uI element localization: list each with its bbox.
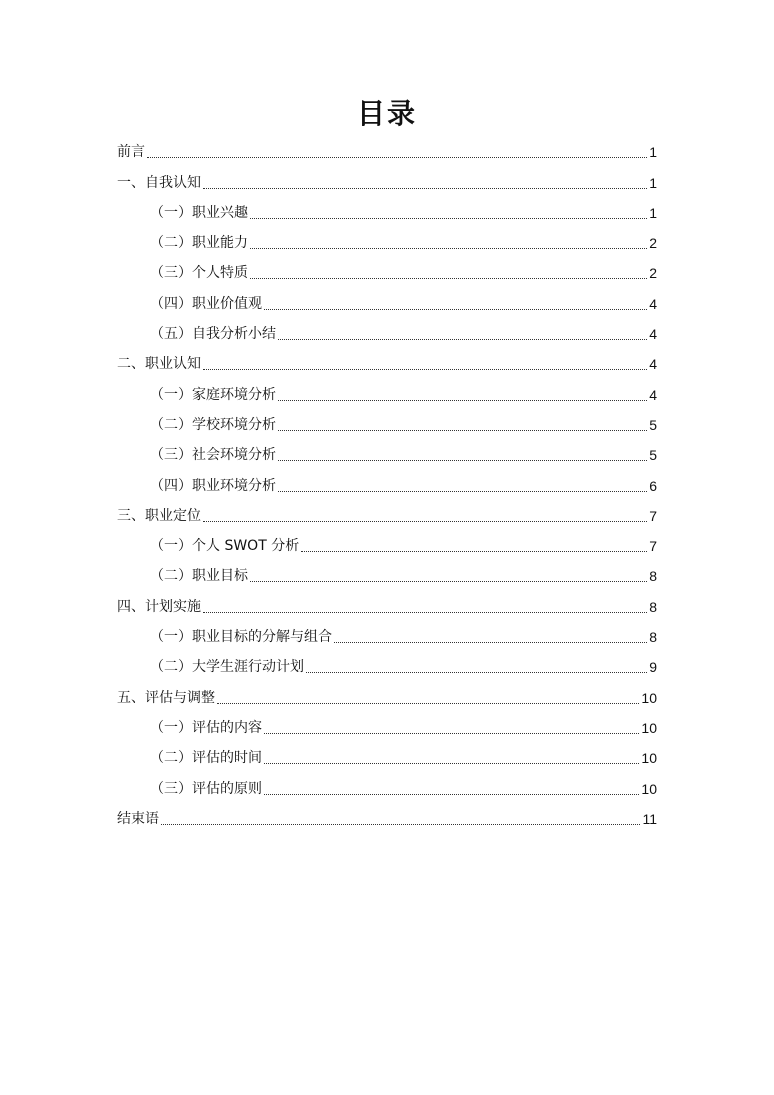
- toc-entry-label: （二）大学生涯行动计划: [150, 659, 304, 676]
- toc-entry-label: （一）个人 SWOT 分析: [150, 538, 300, 555]
- toc-chapter-entry[interactable]: [117, 804, 657, 834]
- toc-entry-label: 五、评估与调整: [117, 689, 215, 706]
- toc-dot-leader: [147, 157, 647, 158]
- toc-entry-label: 结束语: [117, 810, 159, 827]
- toc-entry-label: （三）评估的原则: [150, 780, 262, 797]
- toc-page-number: 8: [649, 629, 657, 646]
- toc-section-entry[interactable]: [117, 531, 657, 561]
- toc-page-number: 11: [642, 810, 657, 827]
- toc-page-number: 10: [641, 689, 657, 706]
- toc-dot-leader: [306, 672, 647, 673]
- toc-dot-leader: [278, 430, 647, 431]
- toc-section-entry[interactable]: [117, 470, 657, 500]
- toc-page-number: 5: [649, 447, 657, 464]
- toc-page-number: 1: [649, 204, 657, 221]
- toc-page-number: 1: [649, 174, 657, 191]
- toc-page-number: 4: [649, 295, 657, 312]
- toc-dot-leader: [250, 248, 647, 249]
- toc-dot-leader: [250, 581, 647, 582]
- toc-dot-leader: [203, 369, 647, 370]
- toc-page-number: 6: [649, 477, 657, 494]
- toc-page-number: 4: [649, 326, 657, 343]
- toc-section-entry[interactable]: [117, 379, 657, 409]
- toc-dot-leader: [334, 642, 647, 643]
- toc-section-entry[interactable]: [117, 652, 657, 682]
- toc-page-number: 10: [641, 719, 657, 736]
- toc-list: [117, 137, 657, 834]
- toc-page-number: 8: [649, 598, 657, 615]
- toc-chapter-entry[interactable]: [117, 137, 657, 167]
- toc-entry-label: （一）职业兴趣: [150, 204, 248, 221]
- toc-dot-leader: [301, 551, 647, 552]
- toc-entry-label: 前言: [117, 144, 145, 161]
- toc-entry-label: （三）个人特质: [150, 265, 248, 282]
- toc-section-entry[interactable]: [117, 228, 657, 258]
- toc-entry-label: （二）职业能力: [150, 235, 248, 252]
- toc-section-entry[interactable]: [117, 622, 657, 652]
- toc-dot-leader: [203, 521, 647, 522]
- toc-section-entry[interactable]: [117, 773, 657, 803]
- toc-page-number: 10: [641, 780, 657, 797]
- toc-page-number: 4: [649, 356, 657, 373]
- toc-dot-leader: [278, 400, 647, 401]
- toc-dot-leader: [250, 278, 647, 279]
- toc-chapter-entry[interactable]: [117, 501, 657, 531]
- toc-page-number: 5: [649, 416, 657, 433]
- toc-dot-leader: [264, 794, 639, 795]
- toc-section-entry[interactable]: [117, 440, 657, 470]
- toc-title: 目录: [356, 97, 417, 130]
- toc-page-number: 1: [649, 144, 657, 161]
- toc-page-number: 7: [649, 507, 657, 524]
- toc-section-entry[interactable]: [117, 561, 657, 591]
- toc-entry-label: （一）评估的内容: [150, 719, 262, 736]
- toc-entry-label: 一、自我认知: [117, 174, 201, 191]
- toc-dot-leader: [264, 309, 647, 310]
- toc-dot-leader: [161, 824, 640, 825]
- toc-dot-leader: [203, 188, 647, 189]
- toc-section-entry[interactable]: [117, 258, 657, 288]
- toc-entry-label: （四）职业环境分析: [150, 477, 276, 494]
- toc-page-number: 2: [649, 265, 657, 282]
- toc-dot-leader: [264, 763, 639, 764]
- toc-section-entry[interactable]: [117, 410, 657, 440]
- toc-page-number: 2: [649, 235, 657, 252]
- toc-chapter-entry[interactable]: [117, 167, 657, 197]
- toc-section-entry[interactable]: [117, 198, 657, 228]
- toc-dot-leader: [217, 703, 639, 704]
- toc-page-number: 7: [649, 538, 657, 555]
- toc-entry-label: （二）职业目标: [150, 568, 248, 585]
- toc-section-entry[interactable]: [117, 319, 657, 349]
- toc-page-number: 9: [649, 659, 657, 676]
- toc-section-entry[interactable]: [117, 288, 657, 318]
- toc-page-number: 8: [649, 568, 657, 585]
- toc-entry-label: 三、职业定位: [117, 507, 201, 524]
- toc-dot-leader: [278, 491, 647, 492]
- toc-page-number: 4: [649, 386, 657, 403]
- toc-entry-label: 二、职业认知: [117, 356, 201, 373]
- toc-entry-label: （一）职业目标的分解与组合: [150, 629, 332, 646]
- toc-dot-leader: [250, 218, 647, 219]
- toc-dot-leader: [203, 612, 647, 613]
- toc-entry-label: （一）家庭环境分析: [150, 386, 276, 403]
- toc-dot-leader: [278, 339, 647, 340]
- toc-chapter-entry[interactable]: [117, 349, 657, 379]
- toc-dot-leader: [264, 733, 639, 734]
- toc-section-entry[interactable]: [117, 743, 657, 773]
- toc-entry-label: （五）自我分析小结: [150, 326, 276, 343]
- toc-chapter-entry[interactable]: [117, 682, 657, 712]
- toc-entry-label: （四）职业价值观: [150, 295, 262, 312]
- toc-entry-label: （二）评估的时间: [150, 750, 262, 767]
- toc-entry-label: （二）学校环境分析: [150, 416, 276, 433]
- toc-section-entry[interactable]: [117, 713, 657, 743]
- toc-dot-leader: [278, 460, 647, 461]
- toc-page-number: 10: [641, 750, 657, 767]
- toc-chapter-entry[interactable]: [117, 591, 657, 621]
- toc-entry-label: （三）社会环境分析: [150, 447, 276, 464]
- toc-entry-label: 四、计划实施: [117, 598, 201, 615]
